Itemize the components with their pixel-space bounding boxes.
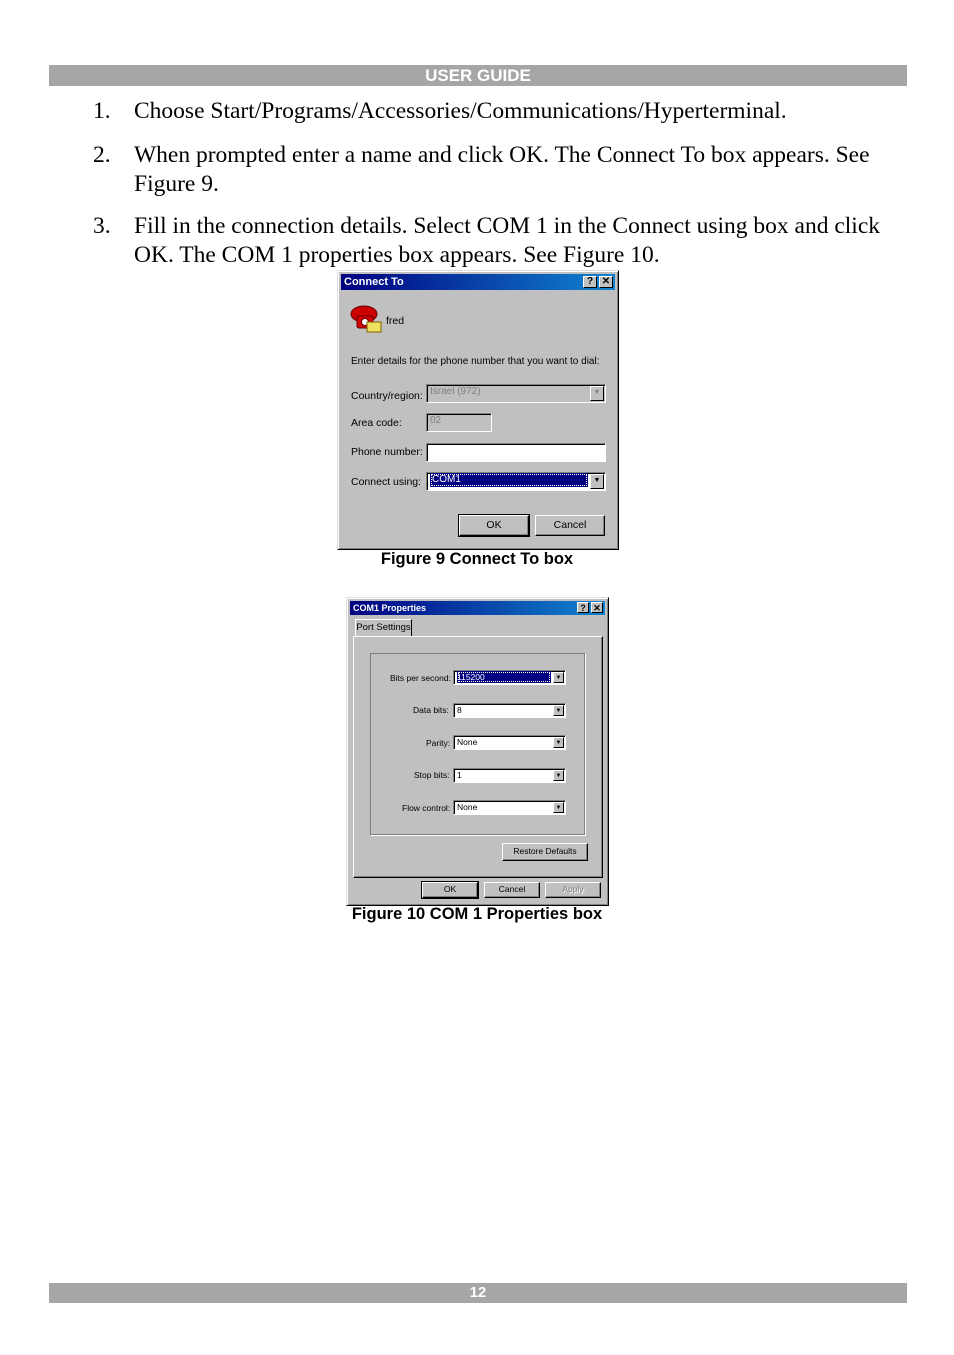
dial-prompt: Enter details for the phone number that you want to dial: [351,356,600,367]
flow-control-select[interactable] [453,800,566,815]
connect-to-dialog [337,270,619,550]
dialog-title: COM1 Properties [353,603,427,613]
com1-properties-dialog [346,597,609,906]
area-code-value: 02 [430,415,442,426]
footer-bar [49,1283,907,1303]
data-bits-value: 8 [457,705,462,715]
country-select[interactable] [426,384,606,403]
area-code-field[interactable] [426,413,492,432]
step-text: Choose Start/Programs/Accessories/Communications/Hyperterminal. [134,98,787,124]
close-button[interactable]: ✕ [599,276,613,288]
chevron-down-icon[interactable]: ▼ [553,770,564,781]
figure-caption: Figure 10 COM 1 Properties box [351,905,603,923]
cancel-button[interactable]: Cancel [484,882,540,898]
step-text: Fill in the connection details. Select COM 1 in the Connect using box and click OK. The COM 1 properties box appears. See Figure 10. [134,213,880,268]
connection-name: fred [386,315,405,327]
connect-using-select[interactable] [426,472,606,491]
chevron-down-icon[interactable]: ▼ [590,474,604,489]
dialog-titlebar [350,601,605,615]
country-value: Israel (972) [430,386,481,397]
data-bits-label: Data bits: [413,705,449,715]
connect-using-value: COM1 [430,473,588,487]
step-number: 1. [93,98,111,124]
stop-bits-value: 1 [457,770,462,780]
country-label: Country/region: [351,390,423,402]
parity-label: Parity: [426,738,451,748]
ok-button[interactable]: OK [422,882,478,898]
cancel-button[interactable]: Cancel [535,515,605,536]
dialog-titlebar [341,274,615,290]
chevron-down-icon[interactable]: ▼ [553,802,564,813]
flow-control-label: Flow control: [402,803,451,813]
help-button[interactable]: ? [583,276,597,288]
figure-caption: Figure 9 Connect To box [380,550,574,568]
red-telephone-icon [349,302,383,334]
stop-bits-select[interactable] [453,768,566,783]
chevron-down-icon[interactable]: ▼ [590,386,604,401]
bits-per-second-label: Bits per second: [390,673,451,683]
tab-label: Port Settings [356,622,411,633]
bits-per-second-value: 115200 [457,671,551,683]
ok-button[interactable]: OK [459,515,529,536]
header-title: USER GUIDE [425,66,531,85]
step-number: 3. [93,213,111,239]
connect-using-label: Connect using: [351,476,422,488]
phone-number-label: Phone number: [351,446,423,458]
area-code-label: Area code: [351,417,402,429]
step-text: When prompted enter a name and click OK. The Connect To box appears. See Figure 9. [134,142,870,197]
flow-control-value: None [457,802,478,812]
data-bits-select[interactable] [453,703,566,718]
restore-defaults-button[interactable]: Restore Defaults [502,843,588,861]
header-bar [49,65,907,86]
dialog-title: Connect To [344,276,404,288]
step-number: 2. [93,142,111,168]
chevron-down-icon[interactable]: ▼ [553,737,564,748]
help-button[interactable]: ? [577,602,589,613]
close-button[interactable]: ✕ [591,602,603,613]
bits-per-second-select[interactable] [453,670,566,685]
chevron-down-icon[interactable]: ▼ [553,705,564,716]
chevron-down-icon[interactable]: ▼ [553,672,564,683]
parity-value: None [457,737,478,747]
apply-button[interactable]: Apply [545,882,601,898]
tab-port-settings[interactable] [355,619,412,637]
stop-bits-label: Stop bits: [414,770,450,780]
parity-select[interactable] [453,735,566,750]
phone-number-field[interactable] [426,443,606,462]
page-number: 12 [469,1284,487,1301]
